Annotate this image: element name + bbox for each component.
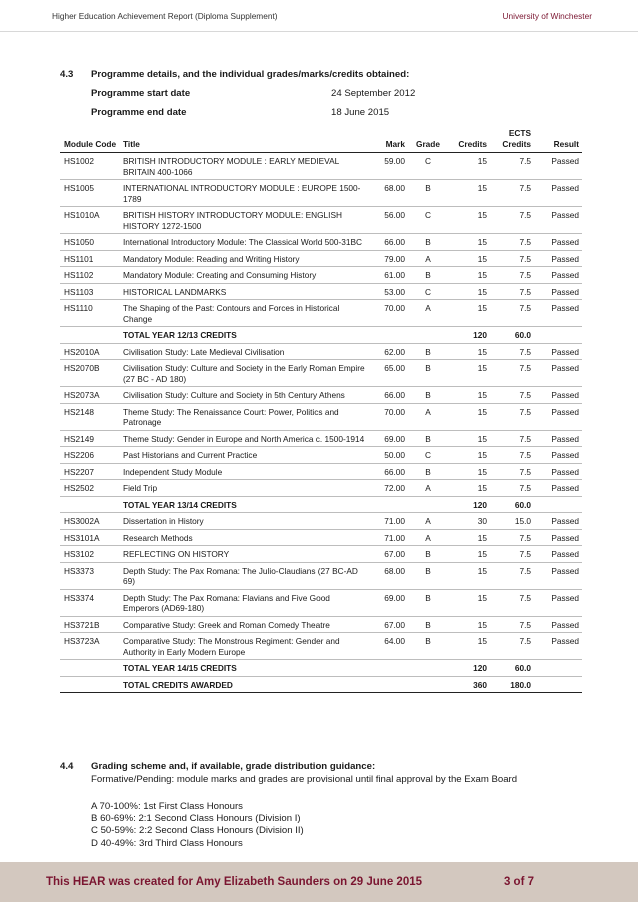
cell-mark: 71.00: [368, 529, 408, 546]
cell-module-code: HS1005: [60, 180, 120, 207]
cell-result: Passed: [534, 430, 582, 447]
cell-module-title: Field Trip: [120, 480, 368, 497]
table-row: [60, 250, 582, 267]
cell-grade: C: [408, 153, 448, 180]
cell-credits: 15: [448, 589, 490, 616]
programme-start-value: 24 September 2012: [331, 88, 416, 99]
cell-result: Passed: [534, 546, 582, 563]
cell-ects-credits: 7.5: [490, 207, 534, 234]
cell-grade: B: [408, 267, 448, 284]
cell-grade: B: [408, 343, 448, 360]
cell-result: Passed: [534, 463, 582, 480]
cell-ects-credits: 7.5: [490, 589, 534, 616]
table-row: [60, 480, 582, 497]
page-footer: [0, 862, 638, 902]
cell-credits: 15: [448, 343, 490, 360]
cell-result: Passed: [534, 343, 582, 360]
cell-ects-credits: 15.0: [490, 513, 534, 530]
cell-ects-credits: 180.0: [490, 676, 534, 693]
cell-grade: [408, 676, 448, 693]
table-row: [60, 430, 582, 447]
cell-mark: 61.00: [368, 267, 408, 284]
cell-credits: 15: [448, 430, 490, 447]
column-header-title: Title: [120, 128, 368, 153]
cell-module-title: Civilisation Study: Culture and Society in the Early Roman Empire (27 BC - AD 180): [120, 360, 368, 387]
cell-module-title: Comparative Study: The Monstrous Regiment: Gender and Authority in Early Modern Europe: [120, 633, 368, 660]
section-title: Grading scheme and, if available, grade distribution guidance:: [91, 761, 376, 772]
table-row: [60, 180, 582, 207]
cell-ects-credits: 7.5: [490, 616, 534, 633]
cell-result: Passed: [534, 616, 582, 633]
cell-ects-credits: 7.5: [490, 447, 534, 464]
grade-scheme-item: D 40-49%: 3rd Third Class Honours: [91, 837, 243, 849]
cell-mark: 68.00: [368, 180, 408, 207]
page-header: [0, 0, 638, 32]
column-header-grade: Grade: [408, 128, 448, 153]
cell-result: Passed: [534, 207, 582, 234]
cell-credits: 15: [448, 480, 490, 497]
cell-credits: 15: [448, 546, 490, 563]
cell-mark: 69.00: [368, 589, 408, 616]
total-row: [60, 327, 582, 344]
column-header-result: Result: [534, 128, 582, 153]
cell-ects-credits: 7.5: [490, 403, 534, 430]
cell-module-code: HS2073A: [60, 387, 120, 404]
cell-grade: C: [408, 283, 448, 300]
cell-ects-credits: 60.0: [490, 327, 534, 344]
table-row: [60, 633, 582, 660]
cell-module-code: HS1010A: [60, 207, 120, 234]
cell-grade: B: [408, 633, 448, 660]
cell-module-code: HS3002A: [60, 513, 120, 530]
cell-grade: [408, 327, 448, 344]
cell-mark: 71.00: [368, 513, 408, 530]
cell-result: Passed: [534, 300, 582, 327]
cell-ects-credits: 7.5: [490, 463, 534, 480]
table-row: [60, 360, 582, 387]
table-row: [60, 589, 582, 616]
cell-mark: 70.00: [368, 403, 408, 430]
cell-credits: 15: [448, 529, 490, 546]
document-title: Higher Education Achievement Report (Diploma Supplement): [52, 11, 278, 21]
programme-start-row: [91, 88, 491, 100]
cell-result: Passed: [534, 480, 582, 497]
cell-mark: 65.00: [368, 360, 408, 387]
cell-module-code: HS1110: [60, 300, 120, 327]
cell-module-title: BRITISH HISTORY INTRODUCTORY MODULE: ENGLISH HISTORY 1272-1500: [120, 207, 368, 234]
cell-mark: 59.00: [368, 153, 408, 180]
cell-grade: A: [408, 513, 448, 530]
cell-module-code: HS2148: [60, 403, 120, 430]
page-number: 3 of 7: [503, 876, 534, 888]
cell-grade: A: [408, 529, 448, 546]
cell-module-code: [60, 676, 120, 693]
cell-module-title: The Shaping of the Past: Contours and Forces in Historical Change: [120, 300, 368, 327]
grade-scheme-item: A 70-100%: 1st First Class Honours: [91, 801, 243, 812]
cell-mark: 67.00: [368, 616, 408, 633]
cell-ects-credits: 7.5: [490, 300, 534, 327]
cell-ects-credits: 7.5: [490, 283, 534, 300]
cell-ects-credits: 60.0: [490, 660, 534, 677]
cell-grade: C: [408, 447, 448, 464]
cell-mark: 56.00: [368, 207, 408, 234]
cell-credits: 15: [448, 633, 490, 660]
cell-result: Passed: [534, 403, 582, 430]
cell-grade: B: [408, 387, 448, 404]
cell-result: Passed: [534, 447, 582, 464]
cell-result: [534, 660, 582, 677]
footer-created-for: This HEAR was created for Amy Elizabeth Saunders on 29 June 2015: [46, 876, 423, 888]
table-header-row: [60, 128, 582, 153]
table-row: [60, 343, 582, 360]
section-number: 4.3: [60, 69, 74, 80]
table-row: [60, 153, 582, 180]
grade-scheme-item: B 60-69%: 2:1 Second Class Honours (Division I): [91, 813, 301, 825]
cell-mark: 72.00: [368, 480, 408, 497]
cell-mark: 70.00: [368, 300, 408, 327]
cell-module-code: HS3102: [60, 546, 120, 563]
cell-credits: 15: [448, 403, 490, 430]
cell-ects-credits: 7.5: [490, 430, 534, 447]
programme-start-label: Programme start date: [91, 88, 191, 99]
programme-end-value: 18 June 2015: [331, 107, 390, 118]
cell-module-title: Past Historians and Current Practice: [120, 447, 368, 464]
cell-ects-credits: 7.5: [490, 387, 534, 404]
cell-credits: 15: [448, 463, 490, 480]
table-row: [60, 207, 582, 234]
cell-module-code: HS3101A: [60, 529, 120, 546]
cell-module-title: Civilisation Study: Late Medieval Civilisation: [120, 343, 368, 360]
cell-mark: [368, 676, 408, 693]
cell-grade: B: [408, 180, 448, 207]
table-row: [60, 283, 582, 300]
cell-ects-credits: 7.5: [490, 480, 534, 497]
cell-credits: 15: [448, 250, 490, 267]
cell-credits: 15: [448, 616, 490, 633]
cell-module-title: TOTAL YEAR 14/15 CREDITS: [120, 660, 368, 677]
cell-credits: 15: [448, 447, 490, 464]
cell-grade: B: [408, 234, 448, 251]
cell-module-code: HS3374: [60, 589, 120, 616]
cell-ects-credits: 7.5: [490, 267, 534, 284]
cell-credits: 120: [448, 660, 490, 677]
cell-result: Passed: [534, 283, 582, 300]
cell-ects-credits: 7.5: [490, 250, 534, 267]
table-row: [60, 403, 582, 430]
total-row: [60, 660, 582, 677]
cell-module-title: Depth Study: The Pax Romana: Flavians and Five Good Emperors (AD69-180): [120, 589, 368, 616]
cell-mark: 66.00: [368, 387, 408, 404]
section-title: Programme details, and the individual grades/marks/credits obtained:: [91, 69, 410, 80]
section-number: 4.4: [60, 761, 74, 772]
cell-module-title: Research Methods: [120, 529, 368, 546]
cell-result: [534, 327, 582, 344]
cell-ects-credits: 60.0: [490, 496, 534, 513]
column-header-credits: Credits: [448, 128, 490, 153]
cell-result: Passed: [534, 250, 582, 267]
total-row: [60, 676, 582, 693]
cell-grade: B: [408, 546, 448, 563]
cell-mark: 62.00: [368, 343, 408, 360]
cell-module-code: HS2010A: [60, 343, 120, 360]
cell-grade: B: [408, 360, 448, 387]
cell-mark: 53.00: [368, 283, 408, 300]
cell-mark: 68.00: [368, 562, 408, 589]
cell-module-code: HS3723A: [60, 633, 120, 660]
cell-ects-credits: 7.5: [490, 360, 534, 387]
cell-module-code: HS1050: [60, 234, 120, 251]
cell-grade: B: [408, 616, 448, 633]
cell-grade: C: [408, 207, 448, 234]
table-row: [60, 546, 582, 563]
cell-result: Passed: [534, 267, 582, 284]
cell-credits: 15: [448, 562, 490, 589]
cell-module-title: BRITISH INTRODUCTORY MODULE : EARLY MEDIEVAL BRITAIN 400-1066: [120, 153, 368, 180]
cell-grade: A: [408, 480, 448, 497]
cell-module-code: [60, 660, 120, 677]
cell-result: Passed: [534, 360, 582, 387]
cell-grade: [408, 660, 448, 677]
cell-result: Passed: [534, 153, 582, 180]
cell-module-title: INTERNATIONAL INTRODUCTORY MODULE : EUROPE 1500-1789: [120, 180, 368, 207]
cell-grade: B: [408, 589, 448, 616]
cell-module-code: [60, 496, 120, 513]
cell-ects-credits: 7.5: [490, 562, 534, 589]
section-4-3-heading: [60, 69, 600, 81]
cell-result: Passed: [534, 633, 582, 660]
cell-credits: 15: [448, 300, 490, 327]
cell-module-code: [60, 327, 120, 344]
cell-mark: 64.00: [368, 633, 408, 660]
cell-grade: B: [408, 463, 448, 480]
cell-mark: [368, 327, 408, 344]
cell-grade: A: [408, 300, 448, 327]
table-row: [60, 447, 582, 464]
cell-result: Passed: [534, 234, 582, 251]
cell-ects-credits: 7.5: [490, 546, 534, 563]
cell-mark: 67.00: [368, 546, 408, 563]
cell-module-title: Mandatory Module: Creating and Consuming History: [120, 267, 368, 284]
programme-end-label: Programme end date: [91, 107, 187, 118]
cell-mark: [368, 496, 408, 513]
cell-module-title: Dissertation in History: [120, 513, 368, 530]
column-header-module-code: Module Code: [60, 128, 120, 153]
cell-credits: 15: [448, 207, 490, 234]
cell-result: [534, 496, 582, 513]
cell-module-title: Mandatory Module: Reading and Writing History: [120, 250, 368, 267]
cell-module-title: Depth Study: The Pax Romana: The Julio-Claudians (27 BC-AD 69): [120, 562, 368, 589]
cell-ects-credits: 7.5: [490, 180, 534, 207]
column-header-ects-credits: ECTS Credits: [490, 128, 534, 153]
cell-module-title: Theme Study: Gender in Europe and North America c. 1500-1914: [120, 430, 368, 447]
cell-module-code: HS1101: [60, 250, 120, 267]
cell-credits: 120: [448, 496, 490, 513]
table-row: [60, 562, 582, 589]
table-row: [60, 616, 582, 633]
module-grades-table: [60, 128, 582, 693]
table-row: [60, 234, 582, 251]
cell-result: Passed: [534, 513, 582, 530]
cell-credits: 15: [448, 234, 490, 251]
cell-module-code: HS2206: [60, 447, 120, 464]
cell-credits: 15: [448, 180, 490, 207]
cell-credits: 30: [448, 513, 490, 530]
cell-result: Passed: [534, 562, 582, 589]
cell-mark: 66.00: [368, 234, 408, 251]
grade-scheme-item: C 50-59%: 2:2 Second Class Honours (Division II): [91, 825, 304, 837]
cell-module-code: HS1102: [60, 267, 120, 284]
cell-grade: B: [408, 430, 448, 447]
total-row: [60, 496, 582, 513]
cell-module-title: REFLECTING ON HISTORY: [120, 546, 368, 563]
cell-grade: A: [408, 403, 448, 430]
grade-scheme-list: [91, 801, 304, 850]
table-row: [60, 387, 582, 404]
cell-module-title: Civilisation Study: Culture and Society in 5th Century Athens: [120, 387, 368, 404]
cell-credits: 360: [448, 676, 490, 693]
table-row: [60, 529, 582, 546]
cell-credits: 120: [448, 327, 490, 344]
cell-grade: B: [408, 562, 448, 589]
grading-description: Formative/Pending: module marks and grades are provisional until final approval by the Exam Board: [91, 774, 518, 785]
cell-ects-credits: 7.5: [490, 633, 534, 660]
cell-module-title: Independent Study Module: [120, 463, 368, 480]
table-row: [60, 463, 582, 480]
cell-module-title: HISTORICAL LANDMARKS: [120, 283, 368, 300]
cell-module-title: TOTAL YEAR 12/13 CREDITS: [120, 327, 368, 344]
cell-module-title: TOTAL YEAR 13/14 CREDITS: [120, 496, 368, 513]
cell-module-code: HS1103: [60, 283, 120, 300]
cell-module-code: HS2149: [60, 430, 120, 447]
cell-credits: 15: [448, 387, 490, 404]
cell-mark: 69.00: [368, 430, 408, 447]
cell-credits: 15: [448, 267, 490, 284]
cell-result: Passed: [534, 387, 582, 404]
cell-module-code: HS2502: [60, 480, 120, 497]
cell-mark: 66.00: [368, 463, 408, 480]
table-row: [60, 300, 582, 327]
cell-ects-credits: 7.5: [490, 234, 534, 251]
cell-ects-credits: 7.5: [490, 343, 534, 360]
cell-module-code: HS2070B: [60, 360, 120, 387]
header-divider: [0, 31, 638, 32]
cell-module-code: HS3721B: [60, 616, 120, 633]
cell-result: Passed: [534, 529, 582, 546]
cell-module-title: International Introductory Module: The Classical World 500-31BC: [120, 234, 368, 251]
cell-credits: 15: [448, 360, 490, 387]
cell-grade: [408, 496, 448, 513]
cell-mark: 79.00: [368, 250, 408, 267]
cell-ects-credits: 7.5: [490, 529, 534, 546]
table-row: [60, 513, 582, 530]
cell-mark: 50.00: [368, 447, 408, 464]
cell-module-code: HS1002: [60, 153, 120, 180]
cell-credits: 15: [448, 283, 490, 300]
cell-module-title: Comparative Study: Greek and Roman Comedy Theatre: [120, 616, 368, 633]
column-header-mark: Mark: [368, 128, 408, 153]
cell-credits: 15: [448, 153, 490, 180]
cell-result: Passed: [534, 589, 582, 616]
cell-mark: [368, 660, 408, 677]
table-row: [60, 267, 582, 284]
programme-end-row: [91, 107, 491, 119]
table-body: [60, 153, 582, 693]
cell-module-title: Theme Study: The Renaissance Court: Power, Politics and Patronage: [120, 403, 368, 430]
cell-result: [534, 676, 582, 693]
cell-ects-credits: 7.5: [490, 153, 534, 180]
cell-module-title: TOTAL CREDITS AWARDED: [120, 676, 368, 693]
cell-grade: A: [408, 250, 448, 267]
cell-module-code: HS2207: [60, 463, 120, 480]
institution-name: University of Winchester: [502, 11, 592, 21]
cell-module-code: HS3373: [60, 562, 120, 589]
cell-result: Passed: [534, 180, 582, 207]
